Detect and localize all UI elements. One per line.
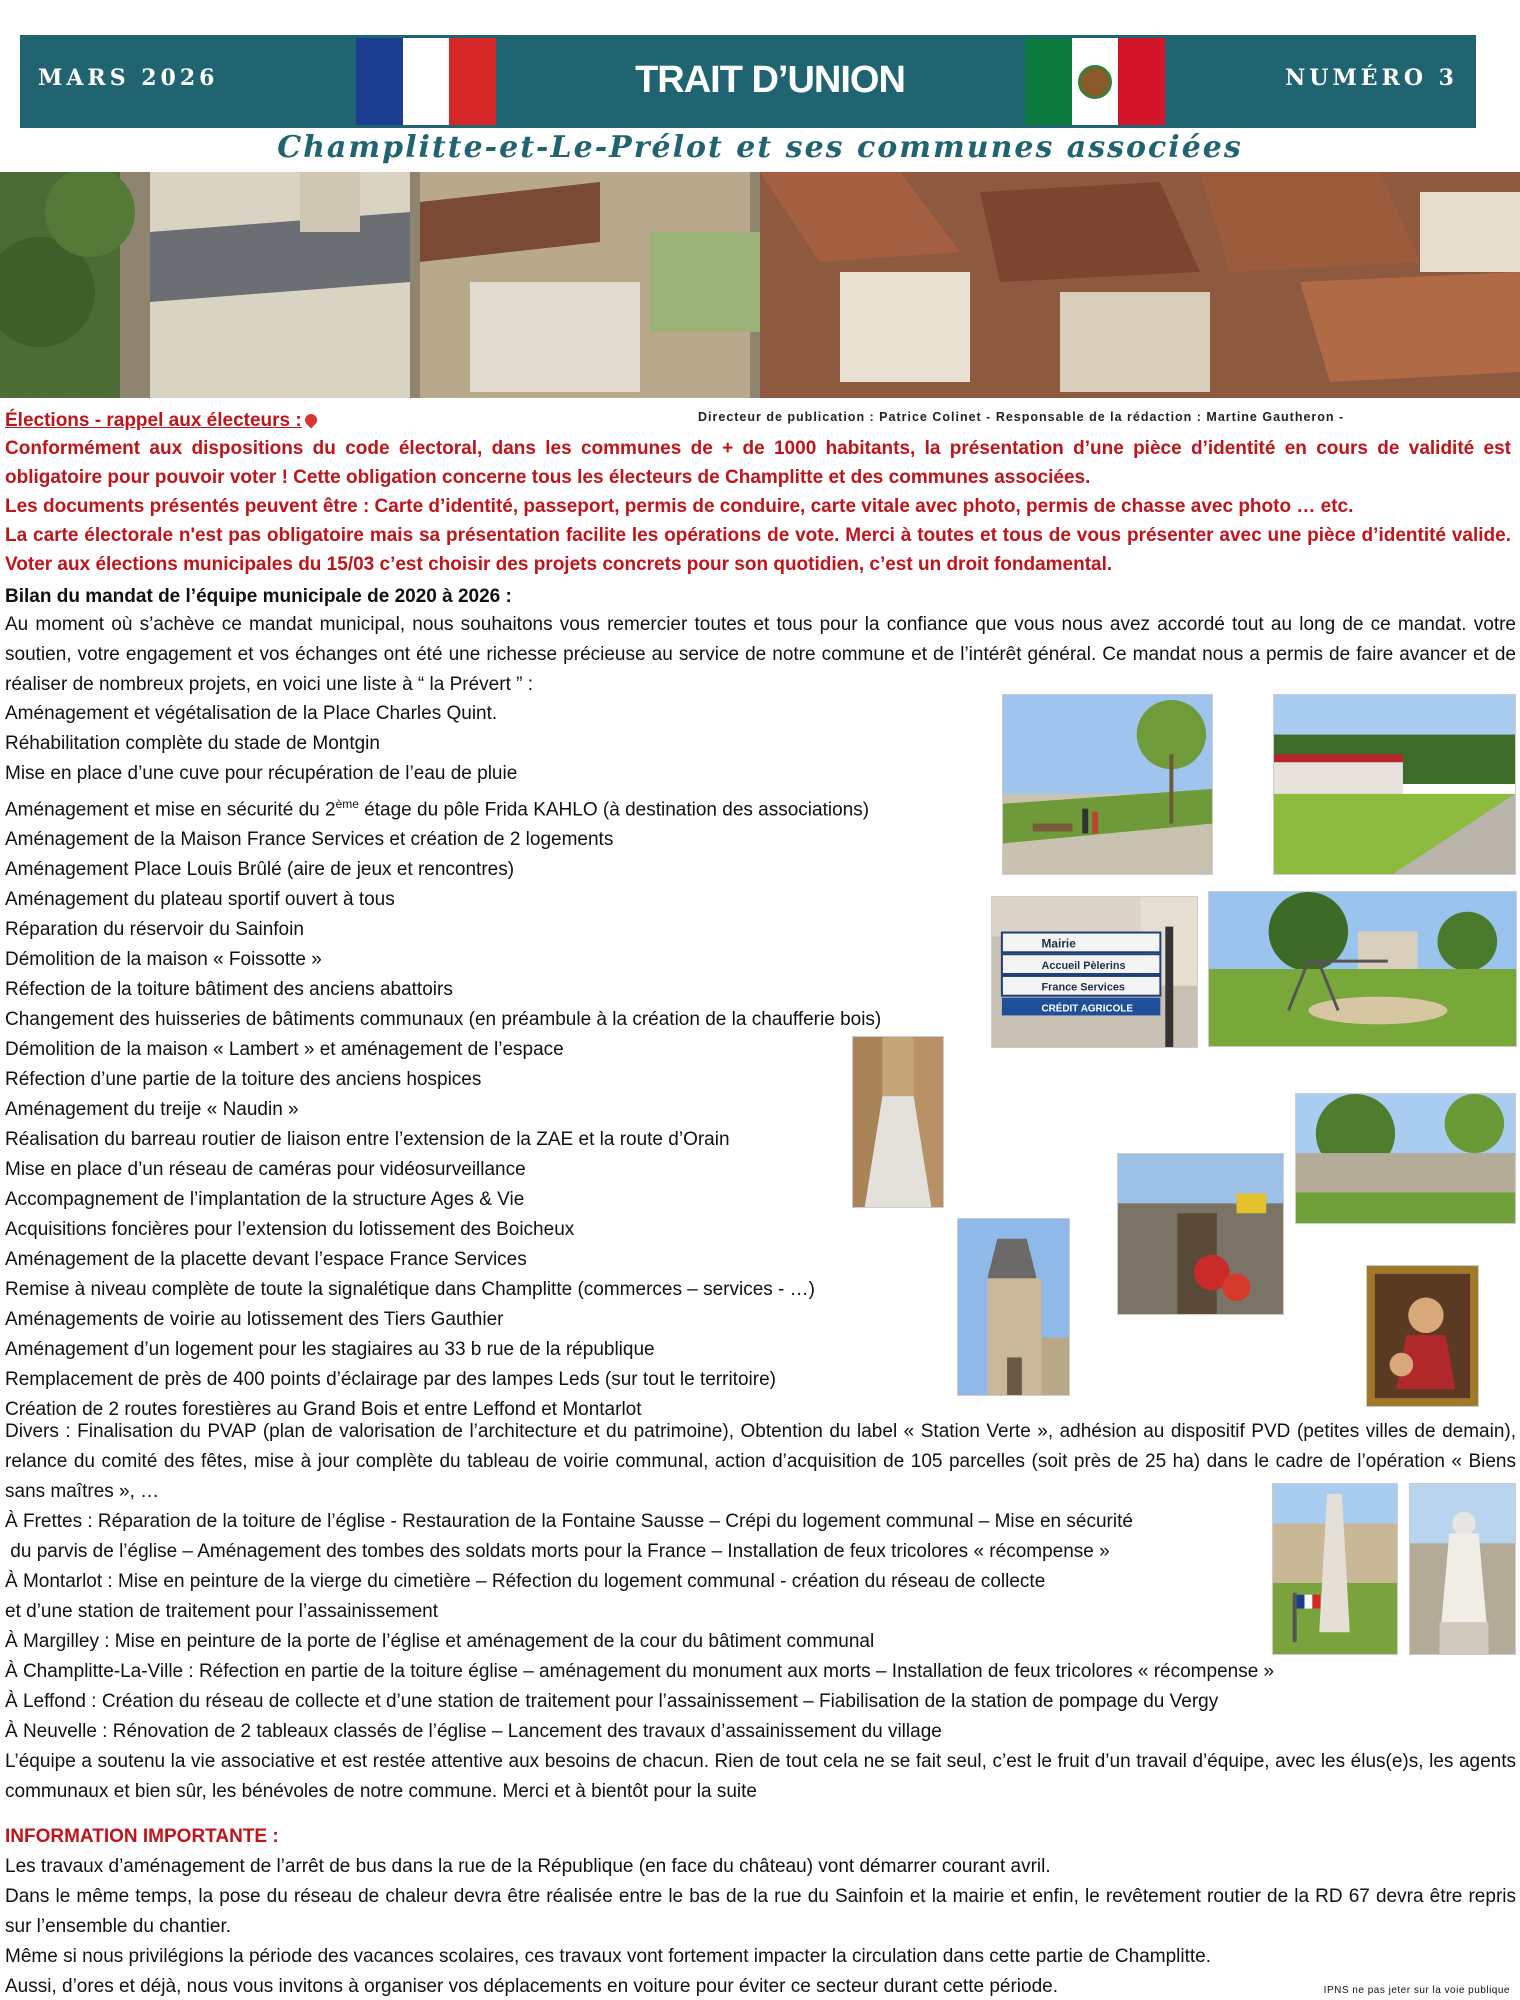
photo-stade-montgin <box>1273 694 1516 875</box>
information-heading: INFORMATION IMPORTANTE : <box>5 1826 279 1847</box>
photo-travaux-reseau <box>1117 1153 1284 1315</box>
list-item: Aménagement de la Maison France Services et création de 2 logements <box>5 829 614 851</box>
list-item: Réfection de la toiture bâtiment des anciens abattoirs <box>5 979 453 1001</box>
list-item: Aménagement d’un logement pour les stagiaires au 33 b rue de la république <box>5 1339 655 1361</box>
superscript: ème <box>335 797 359 811</box>
issue-number: NUMÉRO 3 <box>1285 65 1458 91</box>
mexican-flag-icon <box>1025 38 1165 125</box>
photo-tableau-classe <box>1366 1265 1479 1407</box>
list-item: Remise à niveau complète de toute la signalétique dans Champlitte (commerces – services - …) <box>5 1279 815 1301</box>
page-subtitle: Champlitte-et-Le-Prélot et ses communes associées <box>277 130 1243 165</box>
village-item: À Montarlot : Mise en peinture de la vierge du cimetière – Réfection du logement communal - création du réseau de collecte <box>5 1571 1046 1592</box>
information-line: Même si nous privilégions la période des vacances scolaires, ces travaux vont fortement impacter la circulation dans cette partie de Champlitte. <box>5 1946 1212 1967</box>
bilan-outro: L’équipe a soutenu la vie associative et est restée attentive aux besoins de chacun. Rien de tout cela ne se fait seul, c’est le fruit d’un travail d’équipe, avec les élus(e)s, les agents communaux et bien sûr, les bénévoles de notre commune. Merci et à bientôt pour la suite <box>5 1751 1516 1802</box>
elections-heading-text: Élections - rappel aux électeurs : <box>5 410 302 431</box>
list-item <box>5 789 881 825</box>
list-item: Acquisitions foncières pour l’extension du lotissement des Boicheux <box>5 1219 575 1241</box>
issue-date: MARS 2026 <box>38 65 219 91</box>
elections-body <box>5 434 1511 579</box>
list-item-text: Aménagement et mise en sécurité du 2 <box>5 799 336 821</box>
bilan-intro: Au moment où s’achève ce mandat municipal, nous souhaitons vous remercier toutes et tous pour la confiance que vous nous avez accordé tout au long de ce mandat. votre soutien, votre engagement et vos échanges ont été une richesse précieuse au service de notre commune et de l’intérêt général. Ce mandat nous a permis de faire avancer et de réaliser de nombreux projets, en voici une liste à “ la Prévert ” : <box>5 614 1516 695</box>
divers-paragraph: Divers : Finalisation du PVAP (plan de valorisation de l’architecture et du patrimoine), Obtention du label « Station Verte », adhésion au dispositif PVD (petites villes de demain), relance du comité des fêtes, mise à jour complète du tableau de voirie communal, action d’acquisition de 105 parcelles (soit près de 25 ha) dans le cadre de l’opération « Biens sans maîtres », … <box>5 1421 1516 1502</box>
village-item: À Neuvelle : Rénovation de 2 tableaux classés de l’église – Lancement des travaux d’assainissement du village <box>5 1721 942 1742</box>
sign-pelerins: Accueil Pèlerins <box>1041 960 1126 973</box>
bilan-heading: Bilan du mandat de l’équipe municipale de 2020 à 2026 : <box>5 586 512 607</box>
list-item: Aménagement du plateau sportif ouvert à tous <box>5 889 395 911</box>
village-item: du parvis de l’église – Aménagement des tombes des soldats morts pour la France – Installation de feux tricolores « récompense » <box>5 1541 1110 1562</box>
list-item: Démolition de la maison « Foissotte » <box>5 949 322 971</box>
list-item: Aménagements de voirie au lotissement des Tiers Gauthier <box>5 1309 504 1331</box>
list-item: Aménagement du treije « Naudin » <box>5 1099 299 1121</box>
french-flag-icon <box>356 38 496 125</box>
elections-paragraph: La carte électorale n'est pas obligatoire mais sa présentation facilite les opérations de vote. Merci à toutes et tous de vous présenter avec une pièce d’identité valide. Voter aux élections municipales du 15/03 c’est choisir des projets concrets pour son quotidien, c’est un droit fondamental. <box>5 525 1511 575</box>
project-list <box>5 699 881 1425</box>
sign-mairie: Mairie <box>1041 936 1076 951</box>
list-item: Changement des huisseries de bâtiments communaux (en préambule à la création de la chaufferie bois) <box>5 1009 882 1031</box>
village-item: À Margilley : Mise en peinture de la porte de l’église et aménagement de la cour du bâtiment communal <box>5 1631 875 1652</box>
sign-france-services: France Services <box>1041 981 1125 994</box>
village-item: À Leffond : Création du réseau de collecte et d’une station de traitement pour l’assainissement – Fiabilisation de la station de pompage du Vergy <box>5 1691 1219 1712</box>
header-banner <box>20 35 1476 128</box>
information-line: Les travaux d’aménagement de l’arrêt de bus dans la rue de la République (en face du château) vont démarrer courant avril. <box>5 1856 1051 1877</box>
list-item: Réhabilitation complète du stade de Montgin <box>5 733 380 754</box>
list-item: Démolition de la maison « Lambert » et aménagement de l’espace <box>5 1039 564 1061</box>
list-item: Réparation du réservoir du Sainfoin <box>5 919 304 941</box>
list-item: Mise en place d’une cuve pour récupération de l’eau de pluie <box>5 763 518 784</box>
elections-paragraph: Les documents présentés peuvent être : Carte d’identité, passeport, permis de conduire, carte vitale avec photo, permis de chasse avec photo … etc. <box>5 496 1354 517</box>
photo-eglise <box>957 1218 1070 1396</box>
photo-place-charles-quint <box>1002 694 1213 875</box>
elections-heading <box>5 406 317 436</box>
list-item: Aménagement de la placette devant l’espace France Services <box>5 1249 527 1271</box>
footer-note: IPNS ne pas jeter sur la voie publique <box>1323 1985 1510 1996</box>
villages-list <box>5 1507 1274 1747</box>
list-item: Aménagement et végétalisation de la Place Charles Quint. <box>5 703 498 724</box>
photo-treije-naudin <box>852 1036 944 1208</box>
sign-credit-agricole: CRÉDIT AGRICOLE <box>1041 1003 1133 1015</box>
list-item: Création de 2 routes forestières au Grand Bois et entre Leffond et Montarlot <box>5 1399 642 1421</box>
photo-vierge-cimetiere <box>1409 1483 1516 1655</box>
newsletter-title: TRAIT D’UNION <box>635 59 905 101</box>
publication-credits: Directeur de publication : Patrice Colinet - Responsable de la rédaction : Martine Gautheron - <box>698 410 1345 424</box>
photo-aire-de-jeux <box>1208 891 1517 1047</box>
information-line: Dans le même temps, la pose du réseau de chaleur devra être réalisée entre le bas de la rue du Sainfoin et la mairie et enfin, le revêtement routier de la RD 67 devra être repris sur l’ensemble du chantier. <box>5 1886 1516 1937</box>
information-body <box>5 1852 1516 2000</box>
information-line: Aussi, d’ores et déjà, nous vous invitons à organiser vos déplacements en voiture pour éviter ce secteur durant cette période. <box>5 1976 1058 1997</box>
list-item: Mise en place d’un réseau de caméras pour vidéosurveillance <box>5 1159 526 1181</box>
list-item-text: étage du pôle Frida KAHLO (à destination des associations) <box>358 799 870 821</box>
pushpin-icon <box>302 412 319 429</box>
elections-paragraph: Conformément aux dispositions du code électoral, dans les communes de + de 1000 habitants, la présentation d’une pièce d’identité en cours de validité est obligatoire pour pouvoir voter ! Cette obligation concerne tous les électeurs de Champlitte et des communes associées. <box>5 438 1511 488</box>
photo-mur-restaure <box>1295 1093 1516 1224</box>
list-item: Accompagnement de l’implantation de la structure Ages & Vie <box>5 1189 525 1211</box>
list-item: Aménagement Place Louis Brûlé (aire de jeux et rencontres) <box>5 859 515 881</box>
list-item: Réfection d’une partie de la toiture des anciens hospices <box>5 1069 482 1091</box>
village-item: À Frettes : Réparation de la toiture de l’église - Restauration de la Fontaine Sausse – Crépi du logement communal – Mise en sécurité <box>5 1511 1133 1532</box>
list-item: Remplacement de près de 400 points d’éclairage par des lampes Leds (sur tout le territoire) <box>5 1369 776 1391</box>
village-item: À Champlitte-La-Ville : Réfection en partie de la toiture église – aménagement du monument aux morts – Installation de feux tricolores « récompense » <box>5 1661 1275 1682</box>
hero-aerial-photo <box>0 172 1520 398</box>
village-item: et d’une station de traitement pour l’assainissement <box>5 1601 439 1622</box>
list-item: Réalisation du barreau routier de liaison entre l’extension de la ZAE et la route d’Orain <box>5 1129 730 1151</box>
photo-monument-aux-morts <box>1272 1483 1398 1655</box>
photo-signalisation <box>991 896 1198 1048</box>
